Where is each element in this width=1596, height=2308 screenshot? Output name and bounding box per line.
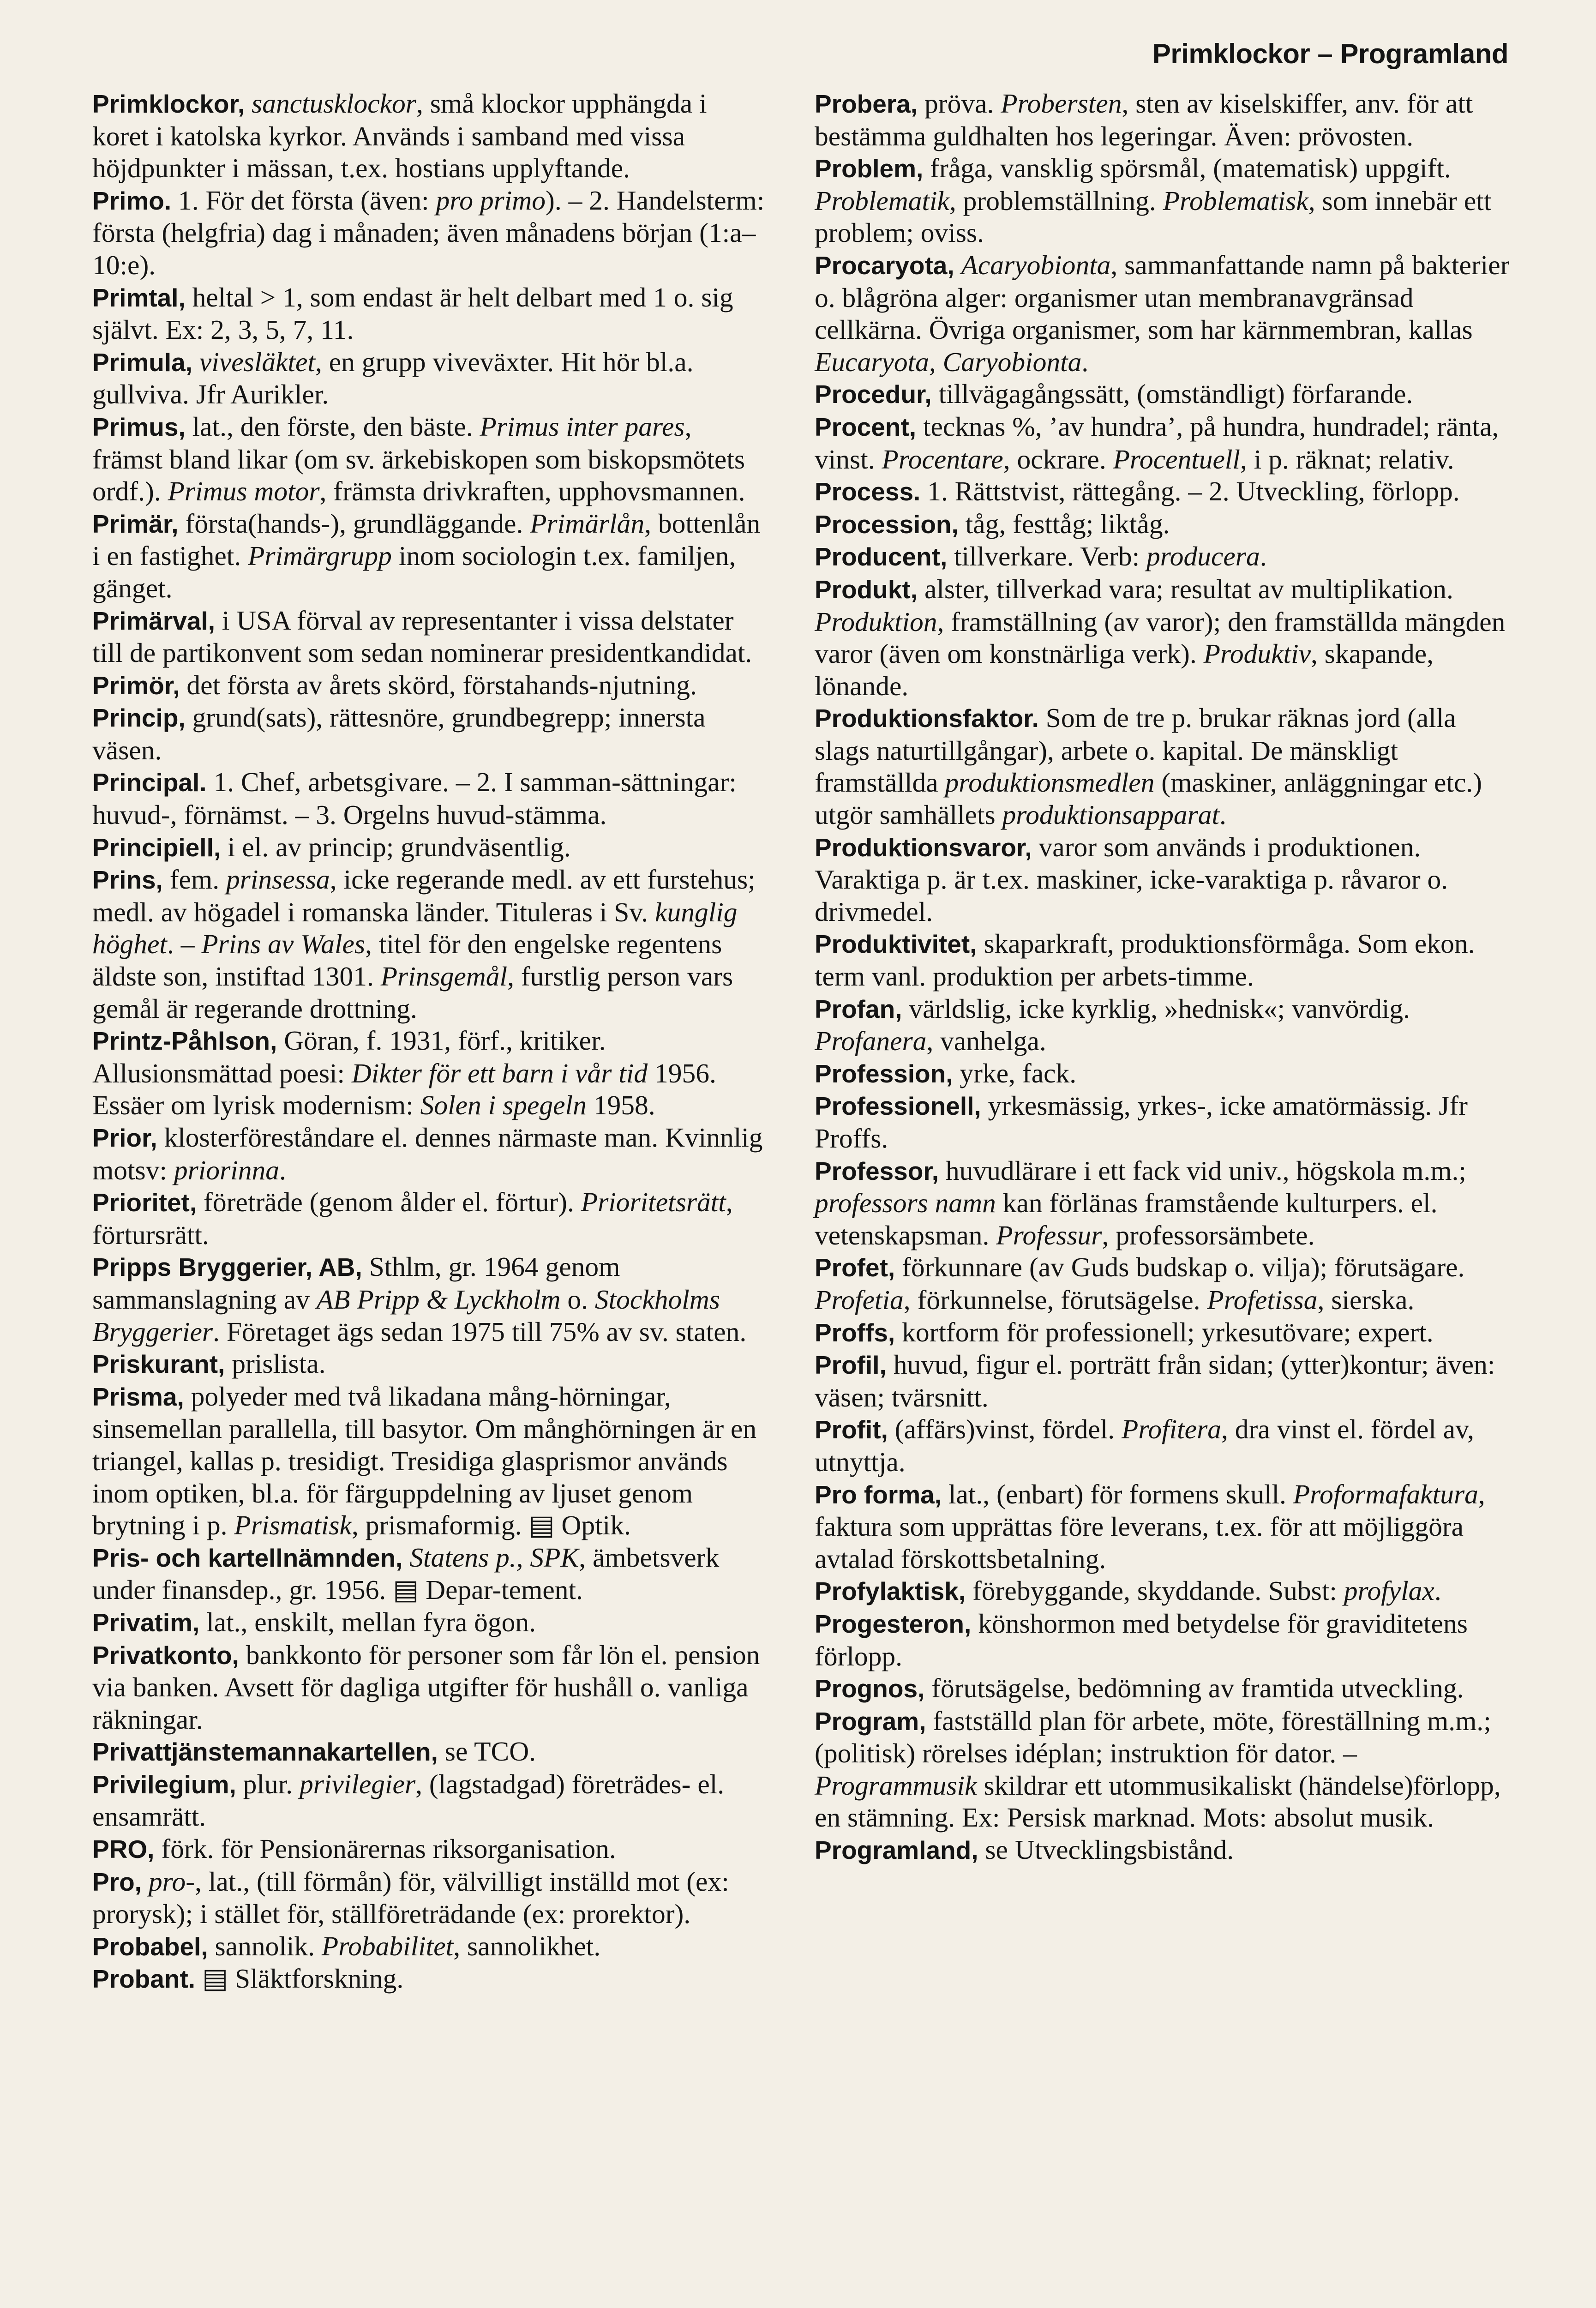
entry-headword: Privatkonto, <box>92 1641 239 1670</box>
entry-definition: förebyggande, skyddande. Subst: profylax. <box>966 1575 1441 1606</box>
entry-headword: Produkt, <box>815 575 918 604</box>
dictionary-entry <box>92 1866 766 1930</box>
entry-headword: Program, <box>815 1707 926 1736</box>
dictionary-entry <box>815 1705 1514 1834</box>
running-head: Primklockor – Programland <box>1152 38 1508 69</box>
dictionary-entry <box>92 864 766 1025</box>
dictionary-entry <box>92 1025 766 1122</box>
dictionary-entry <box>815 1479 1514 1575</box>
entry-headword: Privatim, <box>92 1608 200 1637</box>
entry-headword: Principal. <box>92 768 207 797</box>
entry-headword: Prins, <box>92 866 163 895</box>
dictionary-entry <box>92 508 766 605</box>
entry-headword: Pris- och kartellnämnden, <box>92 1543 403 1572</box>
entry-headword: Primärval, <box>92 606 216 635</box>
entry-definition: Statens p., SPK, ämbetsverk under finansdep., gr. 1956. ▤ Depar-tement. <box>92 1542 720 1605</box>
dictionary-entry <box>92 1768 766 1833</box>
entry-headword: Probera, <box>815 90 918 118</box>
dictionary-entry <box>815 1413 1514 1478</box>
dictionary-entry <box>92 831 766 864</box>
dictionary-entry <box>815 1316 1514 1349</box>
entry-headword: Process. <box>815 477 921 506</box>
entry-definition: plur. privilegier, (lagstadgad) företrädes- el. ensamrätt. <box>92 1768 725 1832</box>
dictionary-entry <box>815 1834 1514 1867</box>
entry-definition: yrkesmässig, yrkes-, icke amatörmässig. Jfr Proffs. <box>815 1090 1468 1154</box>
entry-headword: Profession, <box>815 1059 953 1088</box>
dictionary-entry <box>92 346 766 411</box>
entry-headword: Primklockor, <box>92 90 245 118</box>
entry-headword: Pro forma, <box>815 1480 942 1509</box>
entry-definition: världslig, icke kyrklig, »hednisk«; vanvördig. Profanera, vanhelga. <box>815 993 1410 1057</box>
dictionary-entry <box>815 1672 1514 1705</box>
entry-headword: Privilegium, <box>92 1770 236 1799</box>
entry-headword: Producent, <box>815 542 948 571</box>
dictionary-entry <box>815 1058 1514 1090</box>
dictionary-entry <box>92 1930 766 1963</box>
dictionary-entry <box>92 702 766 766</box>
entry-definition: tecknas %, ’av hundra’, på hundra, hundradel; ränta, vinst. Procentare, ockrare. Procentuell, i p. räknat; relativ. <box>815 411 1499 475</box>
entry-definition: tåg, festtåg; liktåg. <box>958 508 1170 539</box>
dictionary-entry <box>815 573 1514 702</box>
dictionary-entry <box>815 88 1514 152</box>
dictionary-entry <box>815 1349 1514 1413</box>
entry-definition: fastställd plan för arbete, möte, föreställning m.m.; (politisk) rörelses idéplan; instruktion för dator. – Programmusik skildrar ett utommusikaliskt (händelse)förlopp, en stämning. Ex: Persisk marknad. Mots: absolut musik. <box>815 1705 1501 1833</box>
entry-headword: Principiell, <box>92 833 221 862</box>
entry-definition: 1. Chef, arbetsgivare. – 2. I samman-sättningar: huvud-, förnämst. – 3. Orgelns huvud-stämma. <box>92 767 737 830</box>
entry-definition: tillverkare. Verb: producera. <box>947 541 1267 572</box>
dictionary-entry <box>92 1606 766 1639</box>
dictionary-entry <box>815 152 1514 249</box>
entry-headword: Procession, <box>815 510 959 539</box>
dictionary-entry <box>815 993 1514 1058</box>
entry-definition: tillvägagångssätt, (omständligt) förfarande. <box>931 379 1413 409</box>
dictionary-entry <box>815 1608 1514 1672</box>
entry-definition: förk. för Pensionärernas riksorganisation. <box>154 1833 616 1864</box>
dictionary-entry <box>92 605 766 669</box>
dictionary-entry <box>815 249 1514 378</box>
right-column <box>815 88 1514 1867</box>
dictionary-entry <box>815 1575 1514 1608</box>
entry-headword: Proffs, <box>815 1318 895 1347</box>
dictionary-entry <box>815 831 1514 928</box>
entry-headword: Prognos, <box>815 1674 925 1703</box>
entry-definition: sannolik. Probabilitet, sannolikhet. <box>208 1930 601 1961</box>
entry-definition: förutsägelse, bedömning av framtida utveckling. <box>924 1673 1464 1704</box>
entry-headword: Problem, <box>815 154 924 183</box>
entry-definition: (affärs)vinst, fördel. Profitera, dra vinst el. fördel av, utnyttja. <box>815 1414 1474 1477</box>
entry-headword: Primtal, <box>92 283 186 312</box>
entry-definition: pröva. Probersten, sten av kiselskiffer, anv. för att bestämma guldhalten hos legeringar. Även: prövosten. <box>815 88 1473 151</box>
entry-definition: fråga, vansklig spörsmål, (matematisk) uppgift. Problematik, problemställning. Problematisk, som innebär ett problem; oviss. <box>815 153 1492 248</box>
entry-definition: heltal > 1, som endast är helt delbart med 1 o. sig självt. Ex: 2, 3, 5, 7, 11. <box>92 282 733 345</box>
dictionary-entry <box>815 378 1514 411</box>
entry-headword: Pripps Bryggerier, AB, <box>92 1253 362 1282</box>
entry-definition: i USA förval av representanter i vissa delstater till de partikonvent som sedan nominerar presidentkandidat. <box>92 605 752 668</box>
dictionary-entry <box>815 702 1514 831</box>
entry-definition: klosterföreståndare el. dennes närmaste man. Kvinnlig motsv: priorinna. <box>92 1122 763 1185</box>
entry-headword: Profan, <box>815 994 902 1023</box>
entry-definition: vivesläktet, en grupp viveväxter. Hit hör bl.a. gullviva. Jfr Aurikler. <box>92 346 694 410</box>
entry-headword: Procaryota, <box>815 251 954 280</box>
dictionary-entry <box>92 88 766 185</box>
entry-headword: Profit, <box>815 1415 888 1444</box>
entry-definition: sanctusklockor, små klockor upphängda i koret i katolska kyrkor. Används i samband med vissa höjdpunkter i mässan, t.ex. hostians upplyftande. <box>92 88 707 184</box>
dictionary-entry <box>92 1963 766 1995</box>
entry-headword: Pro, <box>92 1867 142 1896</box>
entry-headword: Programland, <box>815 1836 978 1865</box>
dictionary-entry <box>92 1833 766 1866</box>
entry-definition: 1. Rättstvist, rättegång. – 2. Utveckling, förlopp. <box>920 476 1460 507</box>
entry-headword: Privattjänstemannakartellen, <box>92 1737 438 1767</box>
entry-headword: Professionell, <box>815 1092 981 1121</box>
entry-definition: könshormon med betydelse för graviditetens förlopp. <box>815 1608 1468 1671</box>
entry-definition: kortform för professionell; yrkesutövare; expert. <box>895 1316 1434 1347</box>
dictionary-entry <box>815 508 1514 541</box>
entry-headword: Probant. <box>92 1965 196 1994</box>
entry-definition: skaparkraft, produktionsförmåga. Som ekon. term vanl. produktion per arbets-timme. <box>815 928 1475 992</box>
dictionary-entry <box>92 669 766 702</box>
entry-headword: Primär, <box>92 509 179 538</box>
entry-headword: Produktivitet, <box>815 930 977 959</box>
entry-headword: PRO, <box>92 1835 155 1864</box>
entry-definition: lat., (enbart) för formens skull. Proformafaktura, faktura som upprättas före leverans, t.ex. för att möjliggöra avtalad förskottsbetalning. <box>815 1479 1485 1574</box>
entry-definition: företräde (genom ålder el. förtur). Prioritetsrätt, förtursrätt. <box>92 1187 733 1250</box>
entry-definition: se Utvecklingsbistånd. <box>978 1834 1234 1865</box>
dictionary-entry <box>92 282 766 346</box>
entry-headword: Primo. <box>92 186 172 215</box>
dictionary-entry <box>92 411 766 508</box>
entry-headword: Procedur, <box>815 380 932 409</box>
dictionary-entry <box>815 1251 1514 1316</box>
entry-headword: Primula, <box>92 348 193 377</box>
dictionary-entry <box>815 1155 1514 1252</box>
dictionary-entry <box>815 1090 1514 1154</box>
entry-definition: yrke, fack. <box>953 1058 1077 1088</box>
entry-headword: Printz-Påhlson, <box>92 1027 277 1056</box>
entry-headword: Priskurant, <box>92 1350 225 1379</box>
entry-headword: Professor, <box>815 1156 939 1185</box>
entry-definition: alster, tillverkad vara; resultat av multiplikation. Produktion, framställning (av varor); den framställda mängden varor (även om konstnärliga verk). Produktiv, skapande, lönande. <box>815 573 1506 701</box>
entry-headword: Princip, <box>92 703 186 733</box>
entry-definition: Göran, f. 1931, förf., kritiker. Allusionsmättad poesi: Dikter för ett barn i vår tid 1956. Essäer om lyrisk modernism: Solen i spegeln 1958. <box>92 1025 716 1121</box>
entry-headword: Profet, <box>815 1253 895 1282</box>
dictionary-entry <box>92 1251 766 1348</box>
entry-definition: fem. prinsessa, icke regerande medl. av ett furstehus; medl. av högadel i romanska länder. Tituleras i Sv. kunglig höghet. – Prins av Wales, titel för den engelske regentens äldste son, instiftad 1301. Prinsgemål, furstlig person vars gemål är regerande drottning. <box>92 864 756 1024</box>
entry-definition: första(hands-), grundläggande. Primärlån, bottenlån i en fastighet. Primärgrupp inom sociologin t.ex. familjen, gänget. <box>92 508 761 603</box>
entry-headword: Profil, <box>815 1351 887 1380</box>
entry-definition: bankkonto för personer som får lön el. pension via banken. Avsett för dagliga utgifter för hushåll o. vanliga räkningar. <box>92 1639 760 1735</box>
dictionary-entry <box>92 1186 766 1251</box>
entry-definition: Acaryobionta, sammanfattande namn på bakterier o. blågröna alger: organismer utan membranavgränsad cellkärna. Övriga organismer, som har kärnmembran, kallas Eucaryota, Caryobionta. <box>815 249 1510 377</box>
dictionary-entry <box>92 1639 766 1736</box>
entry-definition: huvud, figur el. porträtt från sidan; (ytter)kontur; även: väsen; tvärsnitt. <box>815 1349 1495 1412</box>
entry-definition: lat., enskilt, mellan fyra ögon. <box>199 1606 536 1637</box>
dictionary-entry <box>815 928 1514 992</box>
dictionary-entry <box>92 766 766 831</box>
entry-headword: Procent, <box>815 412 917 441</box>
entry-definition: pro-, lat., (till förmån) för, välvilligt inställd mot (ex: prorysk); i stället för, ställföreträdande (ex: prorektor). <box>92 1866 729 1929</box>
entry-definition: lat., den förste, den bäste. Primus inter pares, främst bland likar (om sv. ärkebiskopen som biskopsmötets ordf.). Primus motor, främsta drivkraften, upphovsmannen. <box>92 411 745 507</box>
entry-definition: förkunnare (av Guds budskap o. vilja); förutsägare. Profetia, förkunnelse, förutsägelse. Profetissa, sierska. <box>815 1252 1465 1315</box>
entry-headword: Probabel, <box>92 1932 208 1961</box>
entry-headword: Progesteron, <box>815 1609 972 1638</box>
entry-headword: Primus, <box>92 412 186 441</box>
entry-definition: huvudlärare i ett fack vid univ., högskola m.m.; professors namn kan förlänas framstående kulturpers. el. vetenskapsman. Professur, professorsämbete. <box>815 1155 1466 1250</box>
dictionary-entry <box>815 411 1514 475</box>
dictionary-entry <box>92 1381 766 1542</box>
entry-headword: Primör, <box>92 671 180 700</box>
entry-definition: ▤ Släktforskning. <box>195 1963 404 1994</box>
entry-definition: Som de tre p. brukar räknas jord (alla slags naturtillgångar), arbete o. kapital. De mänskligt framställda produktionsmedlen (maskiner, anläggningar etc.) utgör samhällets produktionsapparat. <box>815 703 1482 830</box>
dictionary-entry <box>815 475 1514 508</box>
entry-headword: Prisma, <box>92 1382 184 1411</box>
entry-definition: Sthlm, gr. 1964 genom sammanslagning av AB Pripp & Lyckholm o. Stockholms Bryggerier. Företaget ägs sedan 1975 till 75% av sv. staten. <box>92 1251 747 1347</box>
left-column <box>92 88 766 1995</box>
entry-definition: grund(sats), rättesnöre, grundbegrepp; innersta väsen. <box>92 702 706 765</box>
dictionary-entry <box>92 1736 766 1768</box>
dictionary-entry <box>92 1542 766 1606</box>
dictionary-entry <box>815 541 1514 573</box>
entry-definition: prislista. <box>225 1348 326 1379</box>
entry-headword: Produktionsfaktor. <box>815 704 1039 733</box>
entry-definition: varor som används i produktionen. Varaktiga p. är t.ex. maskiner, icke-varaktiga p. råvaror o. drivmedel. <box>815 831 1448 927</box>
entry-headword: Prior, <box>92 1124 157 1152</box>
entry-headword: Profylaktisk, <box>815 1577 966 1606</box>
entry-headword: Produktionsvaror, <box>815 833 1032 862</box>
entry-headword: Prioritet, <box>92 1188 197 1217</box>
entry-definition: det första av årets skörd, förstahands-njutning. <box>180 669 697 700</box>
entry-definition: i el. av princip; grundväsentlig. <box>221 831 571 862</box>
dictionary-entry <box>92 1122 766 1186</box>
dictionary-entry <box>92 185 766 282</box>
dictionary-entry <box>92 1348 766 1381</box>
entry-definition: se TCO. <box>438 1736 536 1767</box>
entry-definition: polyeder med två likadana mång-hörningar, sinsemellan parallella, till basytor. Om månghörningen är en triangel, kallas p. tresidigt. Tresidiga glasprismor används inom optiken, bl.a. för färguppdelning av ljuset genom brytning i p. Prismatisk, prismaformig. ▤ Optik. <box>92 1381 757 1541</box>
entry-definition: 1. För det första (även: pro primo). – 2. Handelsterm: första (helgfria) dag i månaden; även månadens början (1:a–10:e). <box>92 185 765 280</box>
